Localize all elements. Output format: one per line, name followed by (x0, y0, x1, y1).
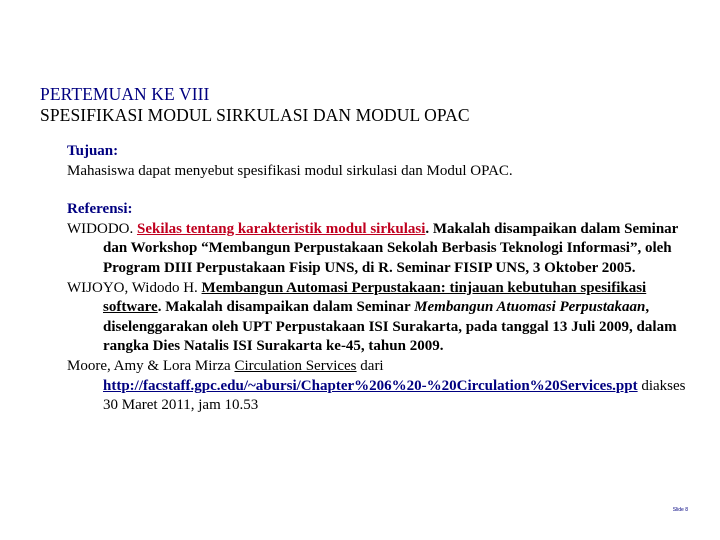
slide-body (67, 142, 697, 416)
title-line-1: PERTEMUAN KE VIII (40, 84, 210, 104)
reference-item (67, 279, 697, 357)
ref-title: Membangun Automasi Perpustakaan: tinjauan kebutuhan spesifikasi software (103, 279, 647, 316)
ref-url-link[interactable]: http://facstaff.gpc.edu/~abursi/Chapter%206%20-%20Circulation%20Services.ppt (103, 377, 638, 394)
ref-author: Moore, Amy & Lora Mirza (67, 357, 235, 374)
ref-text: . Makalah disampaikan dalam Seminar dan Workshop (103, 220, 679, 257)
ref-event: Membangun Atuomasi Perpustakaan (414, 299, 646, 316)
ref-title: Circulation Services (234, 357, 357, 374)
reference-item (67, 220, 697, 279)
spacer (67, 181, 697, 200)
tujuan-heading: Tujuan: (67, 143, 119, 159)
title-line-2: SPESIFIKASI MODUL SIRKULASI DAN MODUL OPAC (40, 105, 470, 125)
ref-text: diakses 30 Maret 2011, jam 10.53 (103, 377, 686, 414)
header-band (0, 0, 720, 60)
slide-title (40, 84, 470, 126)
ref-author: WIDODO. (67, 220, 137, 237)
tujuan-text: Mahasiswa dapat menyebut spesifikasi modul sirkulasi dan Modul OPAC. (67, 162, 513, 179)
ref-text: , diselenggarakan oleh UPT Perpustakaan ISI Surakarta, pada tanggal 13 Juli 2009, dalam rangka Dies Natalis ISI Surakarta ke-45, tahun 2009. (103, 299, 677, 355)
slide-number: Slide 8 (672, 507, 688, 513)
ref-title: Sekilas tentang karakteristik modul sirkulasi (136, 220, 426, 237)
ref-author: WIJOYO, Widodo H. (67, 279, 202, 296)
ref-event: “Membangun Perpustakaan Sekolah Berbasis Teknologi Informasi” (201, 240, 638, 257)
referensi-heading: Referensi: (67, 201, 133, 218)
ref-text: , oleh Program DIII Perpustakaan Fisip UNS, di R. Seminar FISIP UNS, 3 Oktober 2005. (103, 240, 672, 276)
ref-text: . Makalah disampaikan dalam Seminar (157, 299, 415, 316)
ref-text: dari (356, 357, 384, 374)
reference-item (67, 357, 697, 416)
